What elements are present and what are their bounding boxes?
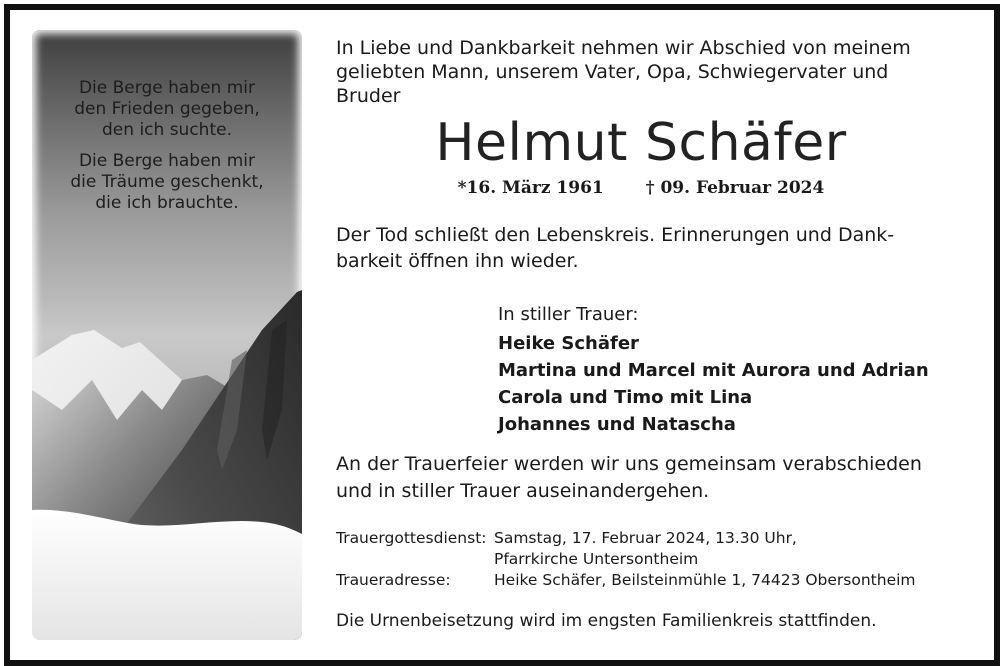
farewell-text bbox=[336, 451, 956, 505]
deceased-name: Helmut Schäfer bbox=[435, 113, 847, 173]
closing-text: Die Urnenbeisetzung wird im engsten Familienkreis stattfinden. bbox=[336, 611, 877, 631]
death-date: † 09. Februar 2024 bbox=[645, 178, 825, 198]
intro-text bbox=[336, 36, 946, 108]
intro-line: Bruder bbox=[336, 85, 401, 107]
service-place: Pfarrkirche Untersontheim bbox=[494, 550, 699, 568]
saying-line: barkeit öffnen ihn wieder. bbox=[336, 250, 579, 272]
poem-stanza-1: Die Berge haben mir den Frieden gegeben, den ich suchte. bbox=[74, 78, 260, 140]
saying-line: Der Tod schließt den Lebenskreis. Erinnerungen und Dank- bbox=[336, 224, 895, 246]
mourners-block bbox=[498, 301, 968, 438]
farewell-line: und in stiller Trauer auseinandergehen. bbox=[336, 480, 710, 502]
service-value: Samstag, 17. Februar 2024, 13.30 Uhr, bbox=[494, 529, 797, 547]
mountain-photo bbox=[32, 30, 302, 640]
mourner-name: Heike Schäfer bbox=[498, 333, 639, 354]
mourners-lead: In stiller Trauer: bbox=[498, 304, 639, 325]
intro-line: In Liebe und Dankbarkeit nehmen wir Abschied von meinem bbox=[336, 37, 911, 59]
snow-field bbox=[32, 510, 302, 640]
poem bbox=[32, 78, 302, 224]
intro-line: geliebten Mann, unserem Vater, Opa, Schwiegervater und bbox=[336, 61, 889, 83]
address-value: Heike Schäfer, Beilsteinmühle 1, 74423 Obersontheim bbox=[494, 571, 916, 589]
mourner-name: Carola und Timo mit Lina bbox=[498, 387, 753, 408]
mourner-name: Johannes und Natascha bbox=[498, 414, 736, 435]
service-label: Trauergottesdienst: bbox=[336, 529, 487, 547]
mourner-name: Martina und Marcel mit Aurora und Adrian bbox=[498, 360, 929, 381]
saying-text bbox=[336, 222, 946, 274]
life-dates bbox=[336, 176, 946, 200]
address-label: Traueradresse: bbox=[336, 571, 451, 589]
farewell-line: An der Trauerfeier werden wir uns gemeinsam verabschieden bbox=[336, 453, 922, 475]
poem-stanza-2: Die Berge haben mir die Träume geschenkt, die ich brauchte. bbox=[70, 151, 264, 213]
birth-date: *16. März 1961 bbox=[457, 178, 604, 198]
